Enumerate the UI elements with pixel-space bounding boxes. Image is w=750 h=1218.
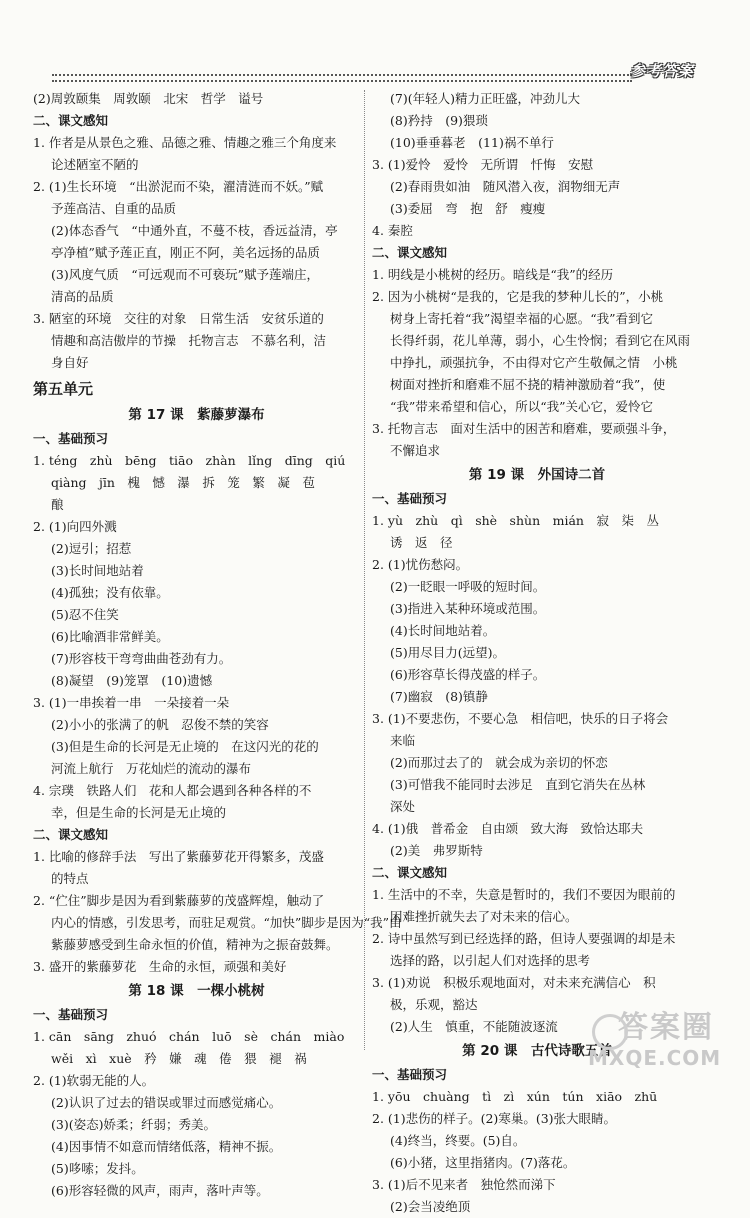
answer-line: 3. (1)后不见来者 独怆然而涕下 bbox=[372, 1177, 556, 1192]
answer-line: 困难挫折就失去了对未来的信心。 bbox=[390, 909, 578, 924]
answer-line: 2. (1)悲伤的样子。(2)寒巢。(3)张大眼睛。 bbox=[372, 1111, 617, 1126]
answer-line: 1. téng zhù bēng tiāo zhàn lǐng dīng qiú bbox=[33, 453, 346, 468]
answer-line: “我”带来希望和信心，所以“我”关心它，爱怜它 bbox=[390, 399, 654, 414]
answer-line: 论述陋室不陋的 bbox=[51, 157, 139, 172]
answer-line: 2. (1)向四外溅 bbox=[33, 519, 117, 534]
answer-line: 亭净植”赋予莲正直，刚正不阿，美名远扬的品质 bbox=[51, 245, 320, 260]
answer-line: (2)美 弗罗斯特 bbox=[390, 843, 483, 858]
header-dotted-rule bbox=[52, 80, 632, 82]
reference-answer-badge: 参考答案 bbox=[630, 62, 695, 80]
answer-line: 2. (1)软弱无能的人。 bbox=[33, 1073, 155, 1088]
answer-line: (6)小猪，这里指猪肉。(7)落花。 bbox=[390, 1155, 576, 1170]
answer-line: 1. 作者是从景色之雅、品德之雅、情趣之雅三个角度来 bbox=[33, 135, 337, 150]
answer-line: 极，乐观，豁达 bbox=[390, 997, 478, 1012]
answer-line: (4)因事情不如意而情绪低落，精神不振。 bbox=[51, 1139, 282, 1154]
answer-line: (2)而那过去了的 就会成为亲切的怀恋 bbox=[390, 755, 608, 770]
answer-line: (3)风度气质 “可远观而不可亵玩”赋予莲端庄， bbox=[51, 267, 319, 282]
answer-line: (2)逗引；招惹 bbox=[51, 541, 132, 556]
section-heading: 一、基础预习 bbox=[372, 491, 448, 506]
answer-line: 清高的品质 bbox=[51, 289, 114, 304]
section-heading: 一、基础预习 bbox=[33, 431, 109, 446]
answer-line: 1. cān sāng zhuó chán luō sè chán miào bbox=[33, 1029, 345, 1044]
answer-line: (2)春雨贵如油 随风潜入夜，润物细无声 bbox=[390, 179, 621, 194]
lesson-heading: 第 20 课 古代诗歌五首 bbox=[462, 1043, 612, 1059]
answer-line: 树面对挫折和磨难不屈不挠的精神激励着“我”，使 bbox=[390, 377, 666, 392]
answer-line: 长得纤弱，花儿单薄，弱小，心生怜悯；看到它在风雨 bbox=[390, 333, 691, 348]
section-heading: 一、基础预习 bbox=[33, 1007, 109, 1022]
answer-line: (3)但是生命的长河是无止境的 在这闪光的花的 bbox=[51, 739, 319, 754]
lesson-heading: 第 18 课 一棵小桃树 bbox=[128, 983, 265, 999]
unit-heading: 第五单元 bbox=[33, 380, 94, 398]
answer-line: 深处 bbox=[390, 799, 416, 814]
answer-line: 不懈追求 bbox=[390, 443, 441, 458]
answer-line: (5)哆嗦；发抖。 bbox=[51, 1161, 144, 1176]
answer-line: wěi xì xuè 矜 嫌 魂 倦 猥 褪 祸 bbox=[51, 1051, 307, 1066]
answer-line: (6)形容轻微的风声，雨声，落叶声等。 bbox=[51, 1183, 269, 1198]
answer-line: (7)形容枝干弯弯曲曲苍劲有力。 bbox=[51, 651, 232, 666]
answer-line: 3. 盛开的紫藤萝花 生命的永恒，顽强和美好 bbox=[33, 959, 287, 974]
answer-line: 3. (1)不要悲伤，不要心急 相信吧，快乐的日子将会 bbox=[372, 711, 669, 726]
answer-line: 4. (1)俄 普希金 自由颂 致大海 致恰达耶夫 bbox=[372, 821, 644, 836]
answer-line: 2. 因为小桃树“是我的，它是我的梦种儿长的”，小桃 bbox=[372, 289, 664, 304]
watermark-title: 答案圈 bbox=[618, 1010, 714, 1045]
answer-line: 酿 bbox=[51, 497, 64, 512]
lesson-heading: 第 17 课 紫藤萝瀑布 bbox=[128, 407, 265, 423]
answer-line: qiàng jīn 槐 憾 瀑 拆 笼 繁 凝 苞 bbox=[51, 475, 315, 490]
answer-line: 3. (1)爱怜 爱怜 无所谓 忏悔 安慰 bbox=[372, 157, 594, 172]
section-heading: 二、课文感知 bbox=[33, 113, 109, 128]
answer-line: 3. 托物言志 面对生活中的困苦和磨难，要顽强斗争， bbox=[372, 421, 676, 436]
answer-line: (4)长时间地站着。 bbox=[390, 623, 496, 638]
answer-line: (4)孤独；没有依靠。 bbox=[51, 585, 169, 600]
answer-line: (6)形容草长得茂盛的样子。 bbox=[390, 667, 546, 682]
answer-line: (6)比喻酒非常鲜美。 bbox=[51, 629, 169, 644]
answer-line: 3. (1)一串挨着一串 一朵接着一朵 bbox=[33, 695, 230, 710]
section-heading: 一、基础预习 bbox=[372, 1067, 448, 1082]
answer-line: 2. (1)生长环境 “出淤泥而不染，濯清涟而不妖。”赋 bbox=[33, 179, 324, 194]
page-header bbox=[0, 0, 750, 92]
answer-line: 情趣和高洁傲岸的节操 托物言志 不慕名利，洁 bbox=[51, 333, 327, 348]
section-heading: 二、课文感知 bbox=[33, 827, 109, 842]
answer-line: 4. 秦腔 bbox=[372, 223, 413, 238]
watermark-logo-icon bbox=[592, 1014, 628, 1050]
header-dotted-rule bbox=[52, 74, 632, 76]
answer-line: (2)一眨眼一呼吸的短时间。 bbox=[390, 579, 546, 594]
answer-line: (3)委屈 弯 抱 舒 瘦瘦 bbox=[390, 201, 546, 216]
watermark-domain: MXQE.COM bbox=[588, 1046, 722, 1070]
answer-line: (3)(姿态)娇柔；纤弱；秀美。 bbox=[51, 1117, 216, 1132]
answer-line: 予莲高洁、自重的品质 bbox=[51, 201, 177, 216]
answer-line: 3. 陋室的环境 交往的对象 日常生活 安贫乐道的 bbox=[33, 311, 324, 326]
answer-line: 诱 返 径 bbox=[390, 535, 453, 550]
answer-line: (10)垂垂暮老 (11)祸不单行 bbox=[390, 135, 554, 150]
answer-line: 1. 比喻的修辞手法 写出了紫藤萝花开得繁多，茂盛 bbox=[33, 849, 324, 864]
answer-line: (7)幽寂 (8)镇静 bbox=[390, 689, 488, 704]
answer-line: (8)凝望 (9)笼罩 (10)遗憾 bbox=[51, 673, 213, 688]
answer-line: (5)忍不住笑 bbox=[51, 607, 119, 622]
answer-line: (4)终当，终要。(5)自。 bbox=[390, 1133, 526, 1148]
answer-line: (3)长时间地站着 bbox=[51, 563, 144, 578]
answer-line: 1. 明线是小桃树的经历。暗线是“我”的经历 bbox=[372, 267, 614, 282]
answer-line: (2)人生 慎重，不能随波逐流 bbox=[390, 1019, 558, 1034]
answer-line: (2)小小的张满了的帆 忍俊不禁的笑容 bbox=[51, 717, 269, 732]
answer-line: 幸，但是生命的长河是无止境的 bbox=[51, 805, 227, 820]
answer-line: 身自好 bbox=[51, 355, 89, 370]
answer-line: 树身上寄托着“我”渴望幸福的心愿。“我”看到它 bbox=[390, 311, 654, 326]
answer-line: 内心的情感，引发思考，而驻足观赏。“加快”脚步是因为“我”由 bbox=[51, 915, 402, 930]
answer-line: 2. 诗中虽然写到已经选择的路，但诗人要强调的却是未 bbox=[372, 931, 676, 946]
answer-line: 3. (1)劝说 积极乐观地面对，对未来充满信心 积 bbox=[372, 975, 656, 990]
answer-line: 4. 宗璞 铁路人们 花和人都会遇到各种各样的不 bbox=[33, 783, 312, 798]
answer-line: 来临 bbox=[390, 733, 416, 748]
answer-line: (8)矜持 (9)猥琐 bbox=[390, 113, 488, 128]
answer-line: (2)体态香气 “中通外直，不蔓不枝，香远益清，亭 bbox=[51, 223, 338, 238]
answer-line: (2)认识了过去的错误或罪过而感觉痛心。 bbox=[51, 1095, 282, 1110]
answer-line: (7)(年轻人)精力正旺盛，冲劲儿大 bbox=[390, 91, 580, 106]
answer-line: 紫藤萝感受到生命永恒的价值，精神为之振奋鼓舞。 bbox=[51, 937, 339, 952]
answer-line: 1. yōu chuàng tì zì xún tún xiāo zhū bbox=[372, 1089, 658, 1104]
section-heading: 二、课文感知 bbox=[372, 245, 448, 260]
answer-line: (2)周敦颐集 周敦颐 北宋 哲学 谥号 bbox=[33, 91, 264, 106]
answer-line: 选择的路，以引起人们对选择的思考 bbox=[390, 953, 591, 968]
answer-line: 中挣扎，顽强抗争，不由得对它产生敬佩之情 小桃 bbox=[390, 355, 678, 370]
answer-line: (3)可惜我不能同时去涉足 直到它消失在丛林 bbox=[390, 777, 646, 792]
answer-line: (2)会当凌绝顶 bbox=[390, 1199, 471, 1214]
lesson-heading: 第 19 课 外国诗二首 bbox=[468, 467, 606, 483]
answer-line: 河流上航行 万花灿烂的流动的瀑布 bbox=[51, 761, 252, 776]
answer-line: 2. (1)忧伤愁闷。 bbox=[372, 557, 469, 572]
answer-line: (5)用尽目力(远望)。 bbox=[390, 645, 505, 660]
site-watermark bbox=[588, 1010, 728, 1076]
answer-line: 1. yù zhù qì shè shùn mián 寂 柒 丛 bbox=[372, 513, 659, 528]
answer-line: 的特点 bbox=[51, 871, 89, 886]
answer-line: 2. “伫住”脚步是因为看到紫藤萝的茂盛辉煌，触动了 bbox=[33, 893, 325, 908]
answer-line: (3)指进入某种环境或范围。 bbox=[390, 601, 546, 616]
section-heading: 二、课文感知 bbox=[372, 865, 448, 880]
answer-line: 1. 生活中的不幸，失意是暂时的，我们不要因为眼前的 bbox=[372, 887, 676, 902]
column-divider bbox=[364, 90, 365, 1050]
